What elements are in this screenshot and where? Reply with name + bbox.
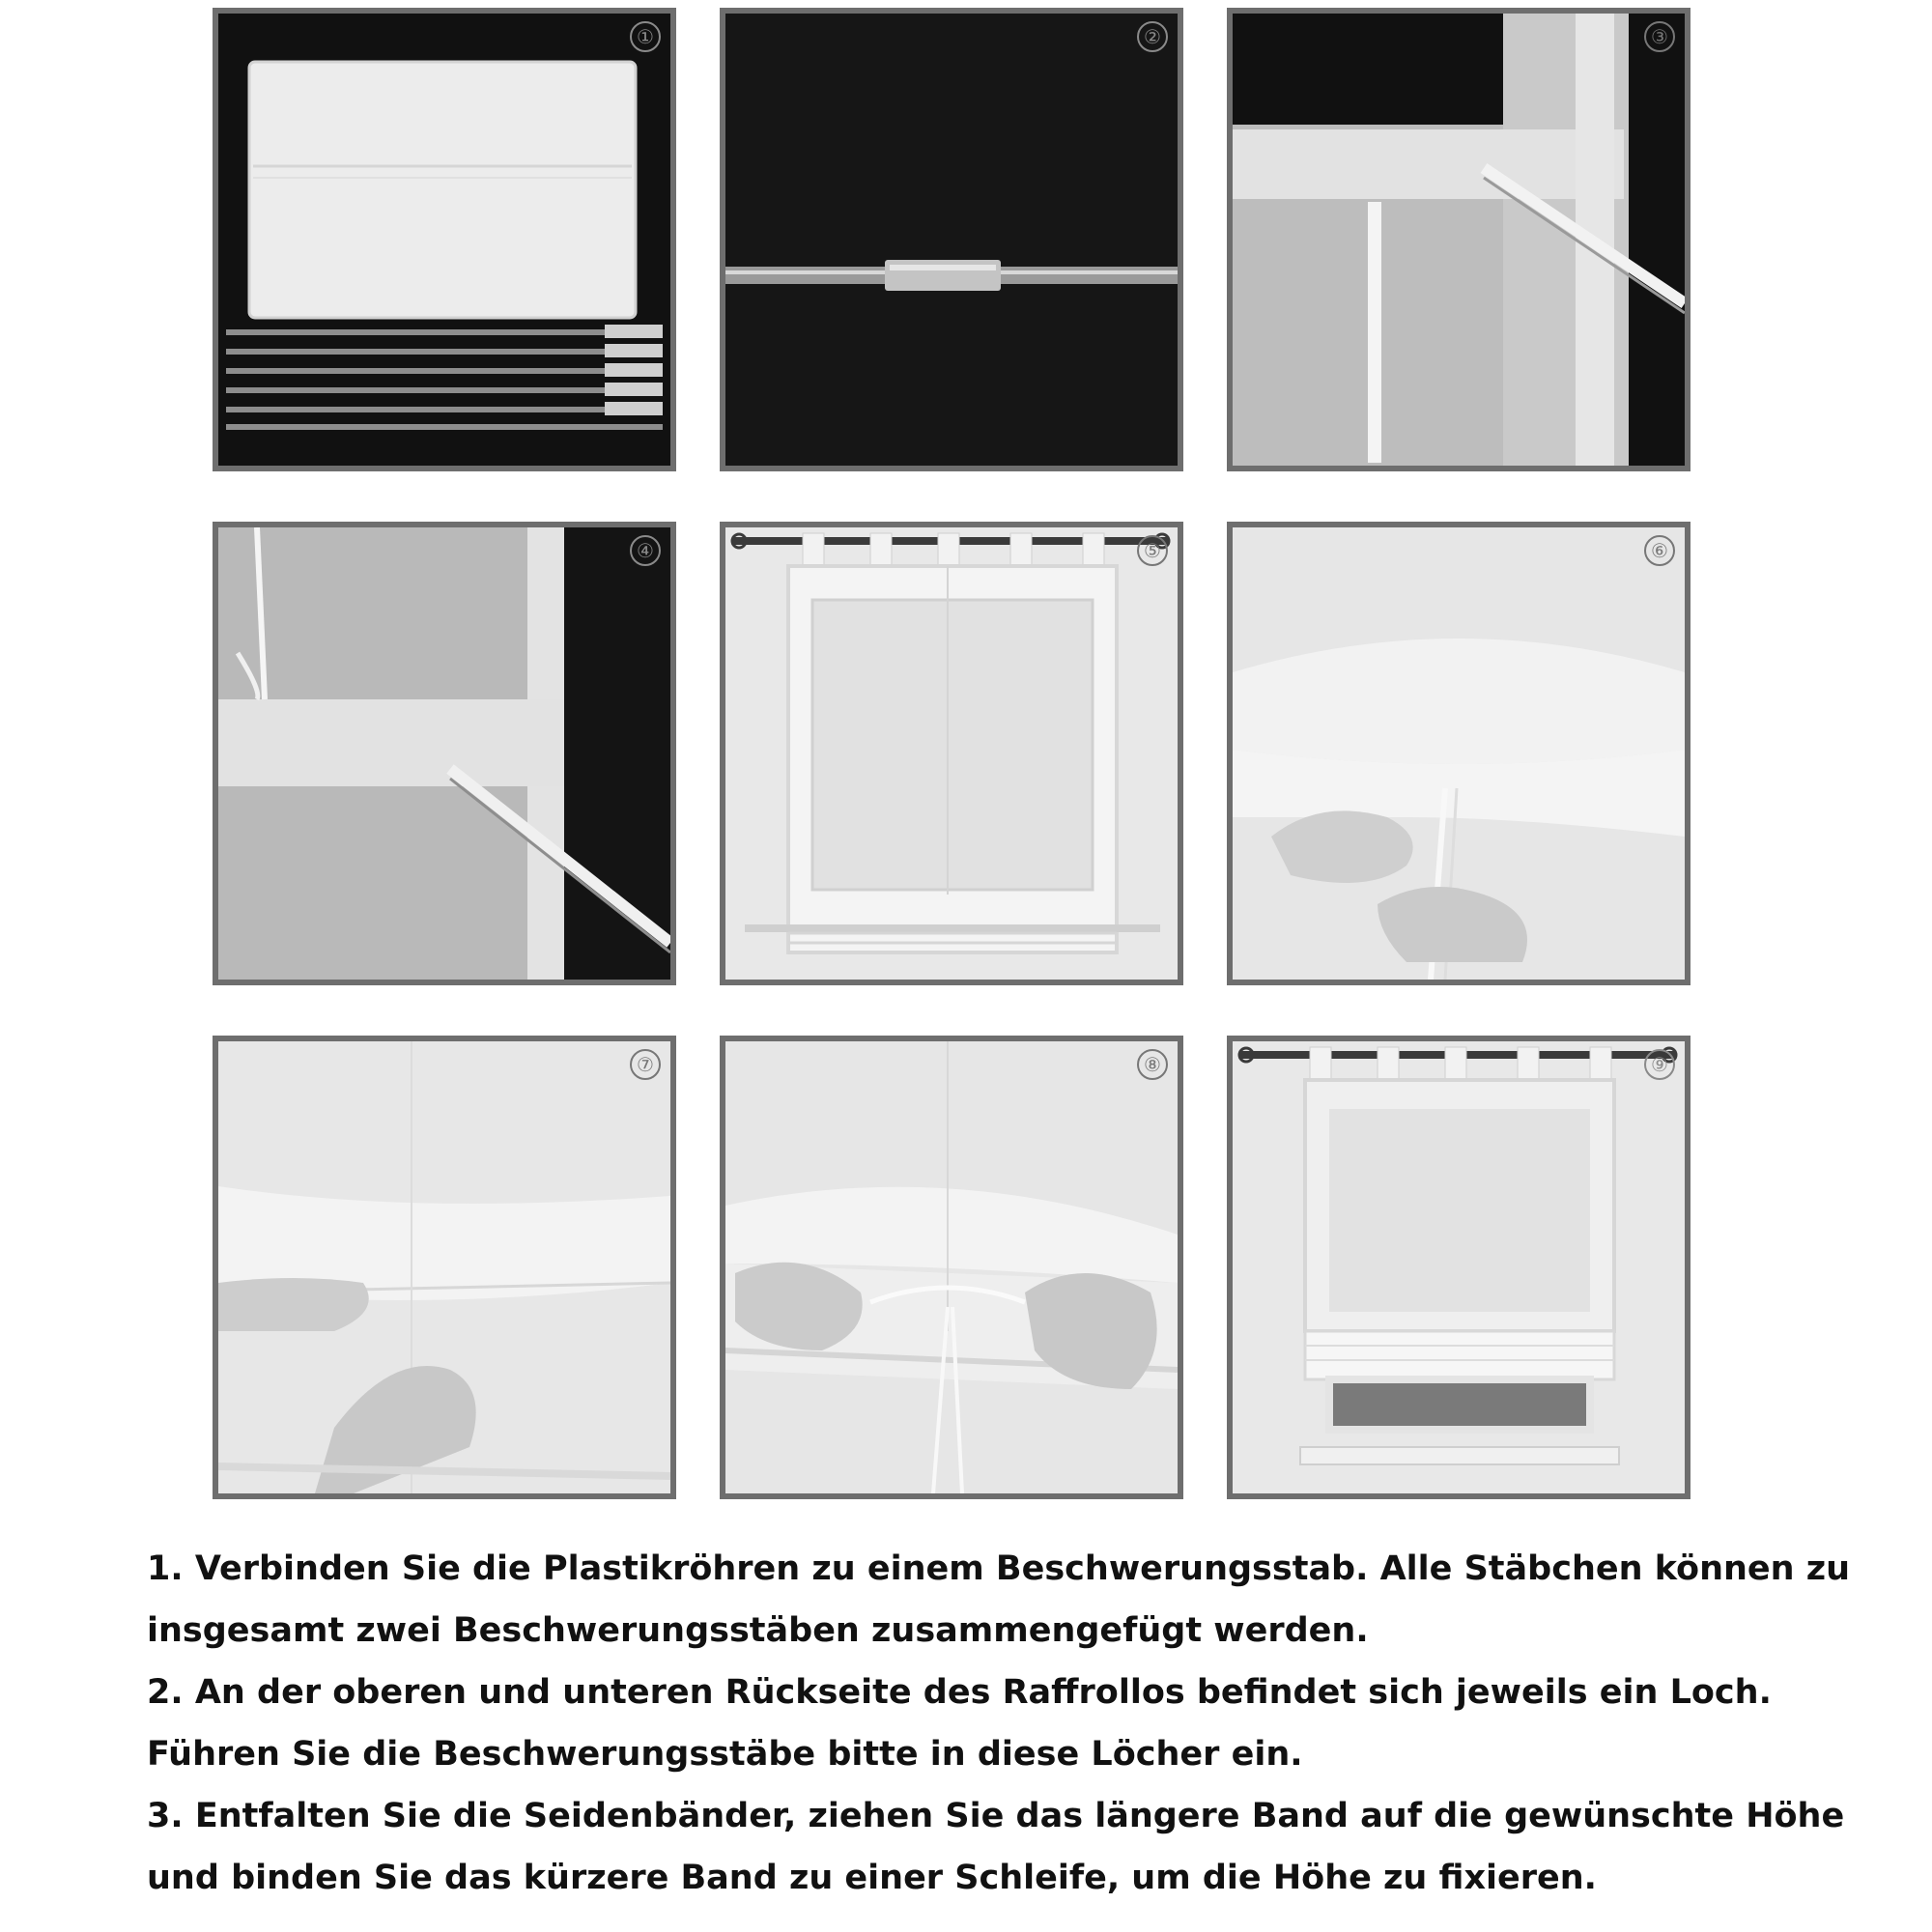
panel-6-pull-ribbons xyxy=(1227,522,1690,985)
panel-number-3: ③ xyxy=(1644,21,1675,52)
instructions-text xyxy=(147,1538,1876,1909)
panel-number-2: ② xyxy=(1137,21,1168,52)
hands-adjusting-ribbon-illustration xyxy=(218,1041,670,1493)
panel-4-rod-in-bottom-pocket xyxy=(213,522,676,985)
panel-5-hung-blind-with-rods xyxy=(720,522,1183,985)
panel-3-rod-into-pocket xyxy=(1227,8,1690,471)
instruction-step-3: 3. Entfalten Sie die Seidenbänder, ziehen Sie das längere Band auf die gewünschte Höhe und binden Sie das kürzere Band zu einer Schleife, um die Höhe zu fixieren. xyxy=(147,1797,1845,1897)
panel-number-7: ⑦ xyxy=(630,1049,661,1080)
panel-1-curtain-and-rods xyxy=(213,8,676,471)
rod-inserted-into-pocket-illustration xyxy=(1233,14,1685,466)
panel-number-4: ④ xyxy=(630,535,661,566)
panel-number-9: ⑨ xyxy=(1644,1049,1675,1080)
panel-2-joined-rod xyxy=(720,8,1183,471)
hung-roman-blind-illustration xyxy=(725,527,1178,980)
instruction-step-1: 1. Verbinden Sie die Plastikröhren zu einem Beschwerungsstab. Alle Stäbchen können zu insgesamt zwei Beschwerungsstäben zusammengefügt werden. xyxy=(147,1549,1851,1650)
hands-tying-bow-illustration xyxy=(725,1041,1178,1493)
panel-9-finished-blind xyxy=(1227,1036,1690,1499)
hands-pulling-ribbons-illustration xyxy=(1233,527,1685,980)
panel-number-6: ⑥ xyxy=(1644,535,1675,566)
panel-number-8: ⑧ xyxy=(1137,1049,1168,1080)
bottom-pocket-rod-illustration xyxy=(218,527,670,980)
panel-7-adjust-height xyxy=(213,1036,676,1499)
panel-number-5: ⑤ xyxy=(1137,535,1168,566)
finished-raised-blind-illustration xyxy=(1233,1041,1685,1493)
panel-number-1: ① xyxy=(630,21,661,52)
panel-8-tie-bow xyxy=(720,1036,1183,1499)
instruction-step-2: 2. An der oberen und unteren Rückseite des Raffrollos befindet sich jeweils ein Loch. Führen Sie die Beschwerungsstäbe bitte in diese Löcher ein. xyxy=(147,1673,1772,1774)
joined-tube-illustration xyxy=(725,14,1178,466)
folded-curtain-and-tubes-illustration xyxy=(218,14,670,466)
